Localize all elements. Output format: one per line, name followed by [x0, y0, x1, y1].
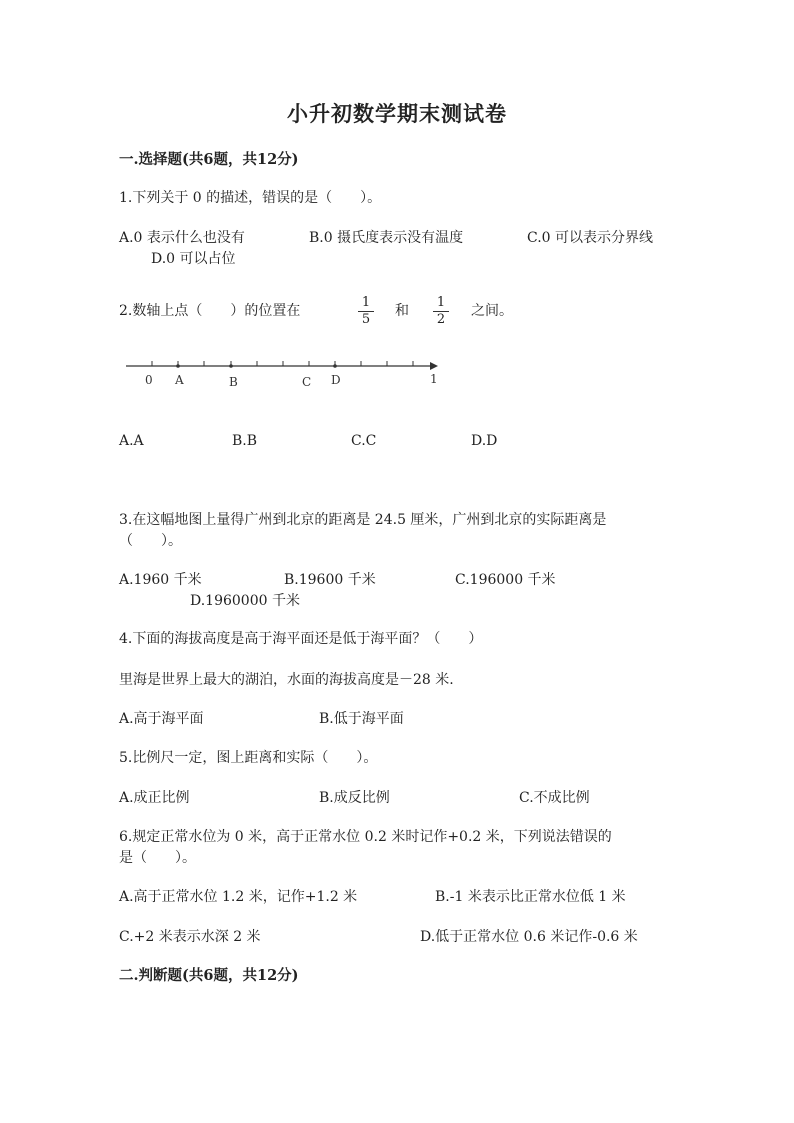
- number-line-label-a: A: [175, 373, 184, 387]
- fraction-denominator: 2: [436, 312, 446, 327]
- question-4-option-b: B.低于海平面: [319, 711, 404, 727]
- question-4-option-a: A.高于海平面: [119, 711, 204, 727]
- question-1-option-c: C.0 可以表示分界线: [527, 230, 654, 246]
- question-4-stem: 4.下面的海拔高度是高于海平面还是低于海平面？（ ）: [119, 631, 483, 647]
- number-line-label-b: B: [229, 375, 238, 389]
- number-line-ticks: [152, 361, 413, 366]
- question-5-option-a: A.成正比例: [119, 790, 190, 806]
- question-5-option-c: C.不成比例: [519, 790, 590, 806]
- question-2-option-d: D.D: [471, 433, 498, 449]
- number-line-arrow: [430, 362, 438, 370]
- fraction-denominator: 5: [361, 312, 371, 327]
- fraction-numerator: 1: [436, 295, 446, 310]
- question-6-option-a: A.高于正常水位 1.2 米，记作+1.2 米: [119, 889, 358, 905]
- question-5-stem: 5.比例尺一定，图上距离和实际（ ）。: [119, 750, 378, 766]
- page-title: 小升初数学期末测试卷: [287, 101, 507, 126]
- question-2-stem: 2.数轴上点（ ）的位置在: [119, 303, 301, 319]
- question-6-stem-line2: 是（ ）。: [119, 850, 196, 866]
- question-6-stem: 6.规定正常水位为 0 米，高于正常水位 0.2 米时记作+0.2 米，下列说法错误的: [119, 829, 612, 845]
- number-line: [118, 352, 448, 392]
- question-2-stem-end: 之间。: [471, 303, 513, 319]
- section-heading-judgement: 二.判断题(共6题，共12分): [119, 967, 299, 984]
- fraction-one-fifth: [358, 296, 374, 327]
- number-line-one: 1: [430, 372, 438, 386]
- question-6-option-d: D.低于正常水位 0.6 米记作-0.6 米: [420, 929, 638, 945]
- section-heading-choice: 一.选择题(共6题，共12分): [119, 151, 299, 168]
- question-2-option-c: C.C: [351, 433, 377, 449]
- question-2-and: 和: [395, 303, 409, 319]
- question-1-option-d: D.0 可以占位: [151, 251, 236, 267]
- question-1-stem: 1.下列关于 0 的描述，错误的是（ ）。: [119, 190, 382, 206]
- question-6-option-b: B.-1 米表示比正常水位低 1 米: [435, 889, 626, 905]
- point-a-dot: [176, 364, 180, 368]
- fraction-one-half: [433, 296, 449, 327]
- question-5-option-b: B.成反比例: [319, 790, 390, 806]
- question-2-option-b: B.B: [232, 433, 258, 449]
- number-line-label-c: C: [302, 375, 312, 389]
- question-1-option-a: A.0 表示什么也没有: [119, 230, 245, 246]
- question-1-option-b: B.0 摄氏度表示没有温度: [309, 230, 464, 246]
- question-4-info: 里海是世界上最大的湖泊，水面的海拔高度是－28 米.: [119, 672, 454, 688]
- question-2-option-a: A.A: [119, 433, 144, 449]
- question-3-stem-line2: （ ）。: [119, 533, 182, 549]
- number-line-label-d: D: [331, 373, 341, 387]
- question-3-option-b: B.19600 千米: [284, 572, 376, 588]
- question-3-stem: 3.在这幅地图上量得广州到北京的距离是 24.5 厘米，广州到北京的实际距离是: [119, 512, 607, 528]
- point-b-dot: [229, 364, 233, 368]
- question-6-option-c: C.+2 米表示水深 2 米: [119, 929, 261, 945]
- question-3-option-c: C.196000 千米: [455, 572, 556, 588]
- number-line-zero: 0: [145, 373, 153, 387]
- question-3-option-a: A.1960 千米: [119, 572, 202, 588]
- fraction-numerator: 1: [361, 295, 371, 310]
- point-d-dot: [333, 364, 337, 368]
- question-3-option-d: D.1960000 千米: [190, 593, 300, 609]
